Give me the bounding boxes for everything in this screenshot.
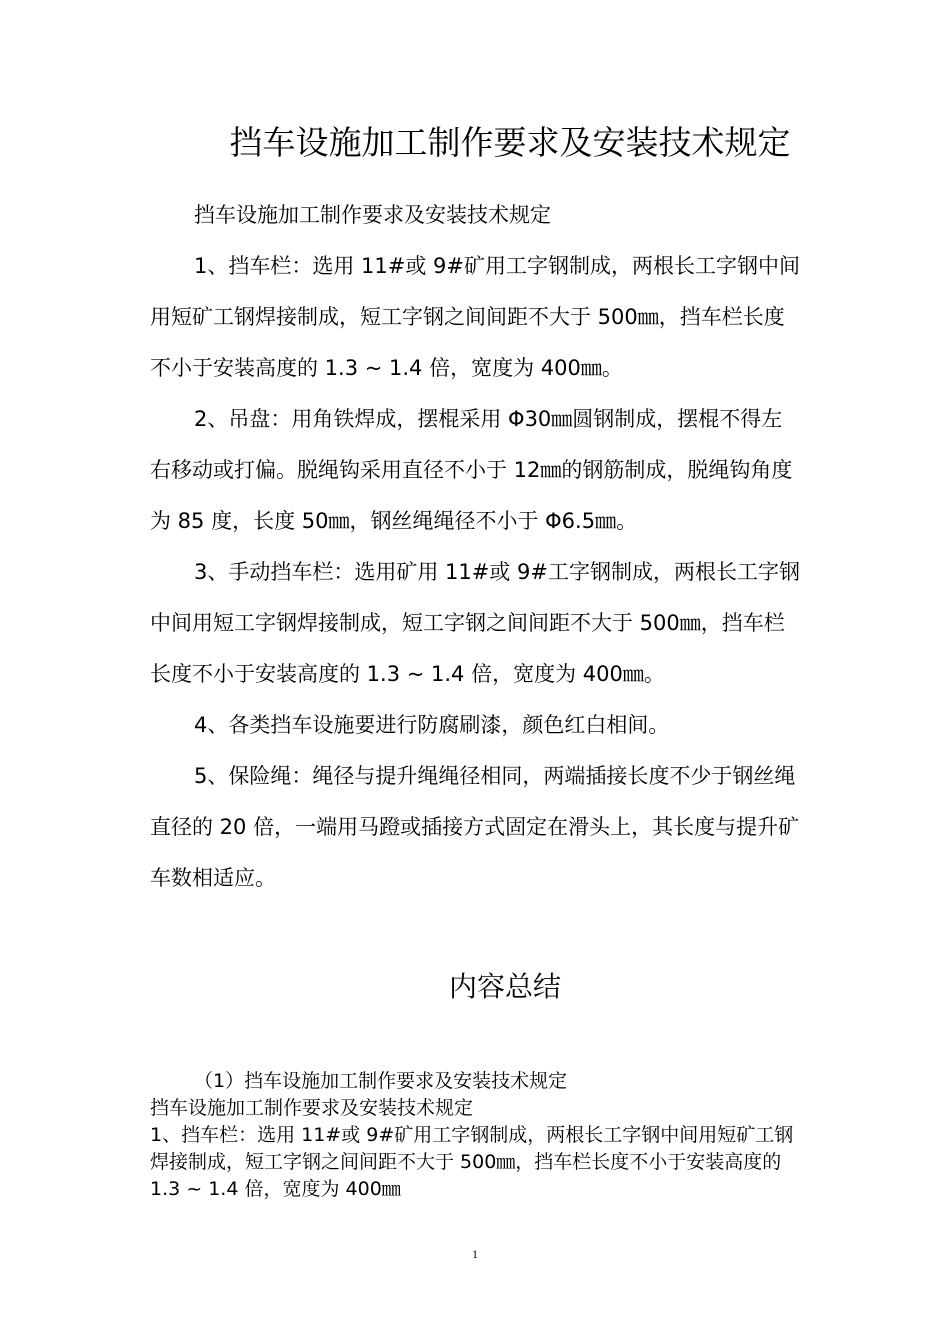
summary-line: （1）挡车设施加工制作要求及安装技术规定 <box>194 1070 568 1092</box>
summary-section <box>150 1068 805 1203</box>
body-paragraph: 4、各类挡车设施要进行防腐刷漆，颜色红白相间。 <box>194 713 670 737</box>
document-body <box>150 190 800 904</box>
body-paragraph: 5、保险绳：绳径与提升绳绳径相同，两端插接长度不少于钢丝绳直径的 20 倍，一端用马蹬或插接方式固定在滑头上，其长度与提升矿车数相适应。 <box>150 764 800 890</box>
body-paragraph: 1、挡车栏：选用 11#或 9#矿用工字钢制成，两根长工字钢中间用短矿工钢焊接制成，短工字钢之间间距不大于 500㎜，挡车栏长度不小于安装高度的 1.3 ~ 1.4 倍，宽度为 400㎜。 <box>150 254 800 380</box>
summary-title: 内容总结 <box>448 970 561 1003</box>
body-paragraph: 3、手动挡车栏：选用矿用 11#或 9#工字钢制成，两根长工字钢中间用短工字钢焊接制成，短工字钢之间间距不大于 500㎜，挡车栏长度不小于安装高度的 1.3 ~ 1.4 倍，宽度为 400㎜。 <box>150 560 800 686</box>
body-paragraph: 挡车设施加工制作要求及安装技术规定 <box>194 203 551 227</box>
body-paragraph: 2、吊盘：用角铁焊成，摆棍采用 Φ30㎜圆钢制成，摆棍不得左右移动或打偏。脱绳钩采用直径不小于 12㎜的钢筋制成，脱绳钩角度为 85 度，长度 50㎜，钢丝绳绳径不小于 Φ6.5㎜。 <box>150 407 793 533</box>
summary-line: 1、挡车栏：选用 11#或 9#矿用工字钢制成，两根长工字钢中间用短矿工钢焊接制成，短工字钢之间间距不大于 500㎜，挡车栏长度不小于安装高度的 1.3 ~ 1.4 倍，宽度为 400㎜ <box>150 1124 794 1200</box>
document-title: 挡车设施加工制作要求及安装技术规定 <box>229 123 791 162</box>
summary-line: 挡车设施加工制作要求及安装技术规定 <box>150 1097 474 1119</box>
page-number: 1 <box>472 1247 478 1261</box>
